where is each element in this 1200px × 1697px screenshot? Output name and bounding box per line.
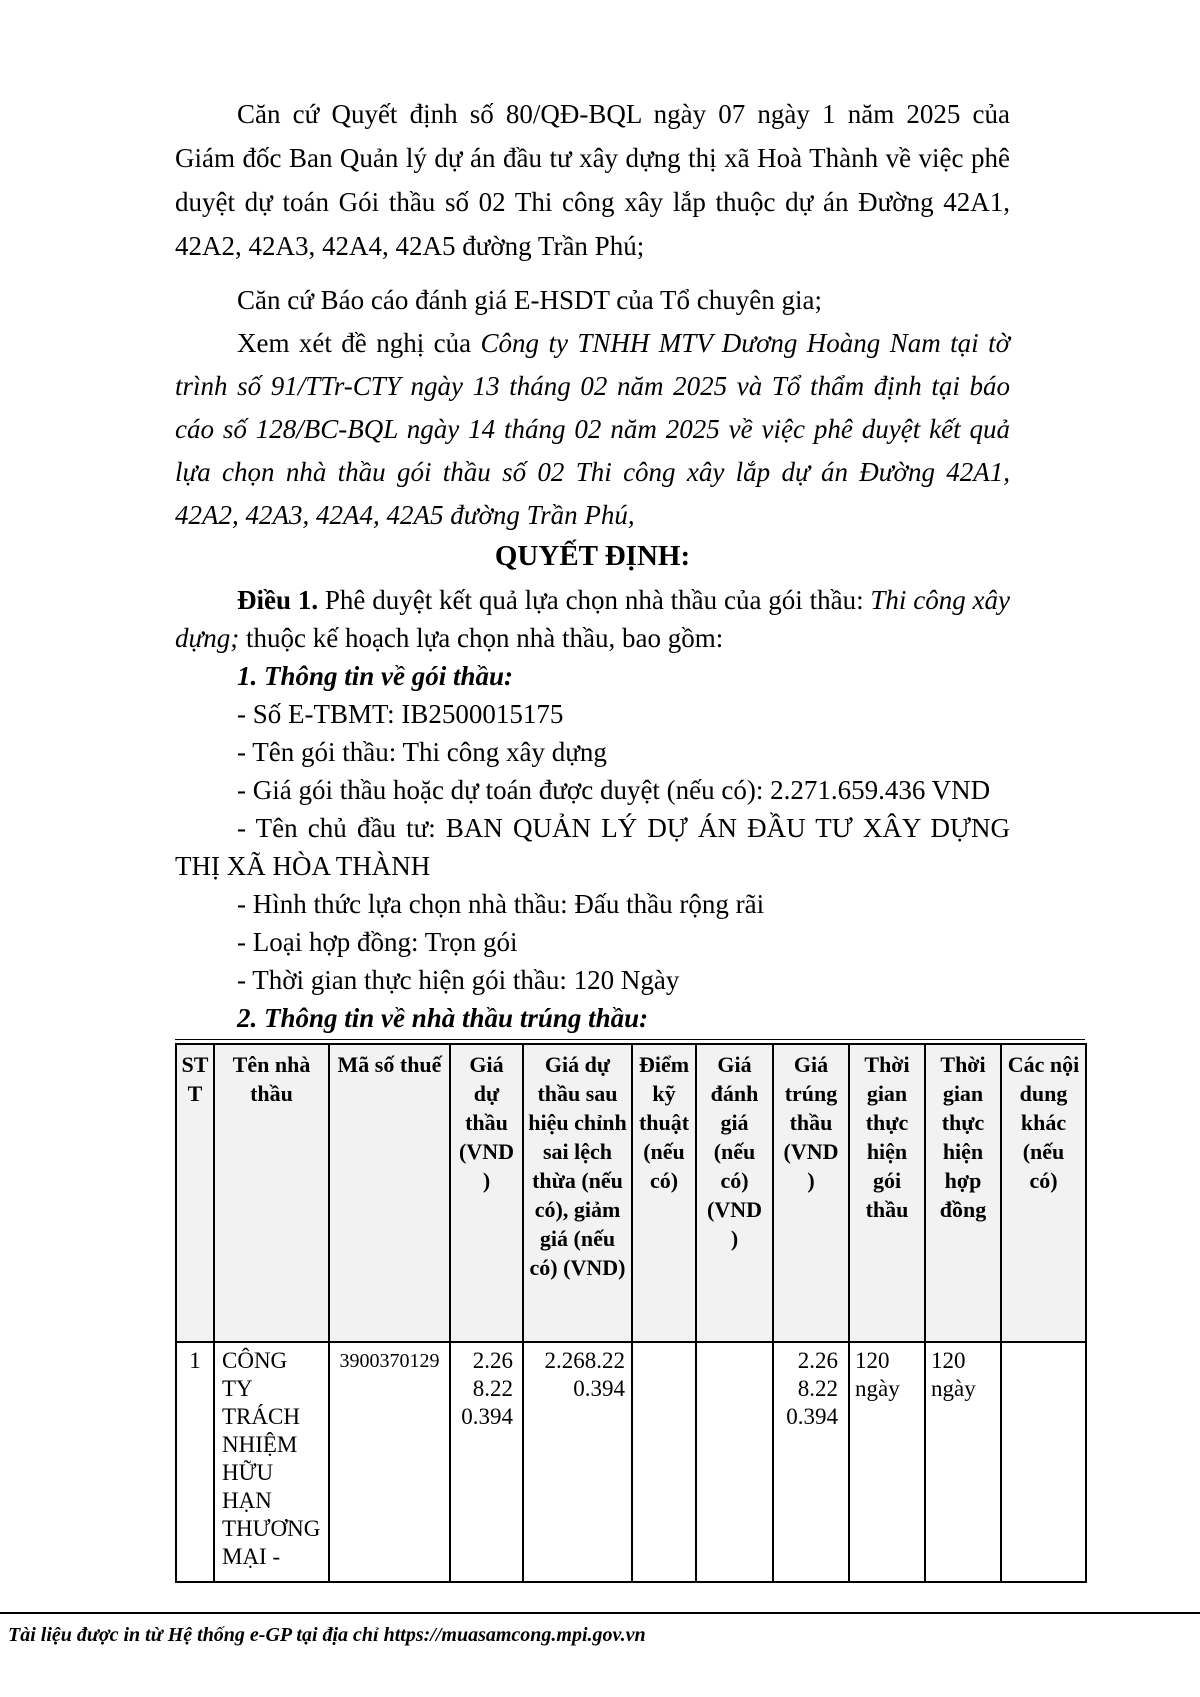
list-item-loai-hop-dong: - Loại hợp đồng: Trọn gói (237, 927, 518, 957)
list-item-thoi-gian: - Thời gian thực hiện gói thầu: 120 Ngày (237, 965, 680, 995)
cell-ten-nha-thau: CÔNG TY TRÁCH NHIỆM HỮU HẠN THƯƠNG MẠI - (214, 1342, 329, 1582)
decision-heading: QUYẾT ĐỊNH: (494, 540, 691, 572)
cell-gia-danh-gia (696, 1342, 773, 1582)
list-item-ten-goi-thau: - Tên gói thầu: Thi công xây dựng (237, 737, 607, 767)
col-header-ma-so-thue: Mã số thuế (329, 1044, 450, 1342)
cell-gia-trung-thau: 2.268.220.394 (773, 1342, 849, 1582)
article-1-italic: Thi công xây dựng; (175, 585, 1010, 653)
footer-note: Tài liệu được in từ Hệ thống e-GP tại địa chỉ https://muasamcong.mpi.gov.vn (8, 1624, 646, 1646)
col-header-noi-dung-khac: Các nội dung khác (nếu có) (1001, 1044, 1086, 1342)
article-1-text: Phê duyệt kết quả lựa chọn nhà thầu của gói thầu: (318, 585, 871, 615)
col-header-gia-danh-gia: Giá đánh giá (nếu có) (VND ) (696, 1044, 773, 1342)
cell-ma-so-thue: 3900370129 (329, 1342, 450, 1582)
article-1-label: Điều 1. (237, 585, 319, 615)
cell-diem-ky-thuat (632, 1342, 696, 1582)
cell-thoi-gian-hop-dong: 120 ngày (925, 1342, 1001, 1582)
page-footer (0, 1612, 1200, 1648)
paragraph-can-cu-1: Căn cứ Quyết định số 80/QĐ-BQL ngày 07 ngày 1 năm 2025 của Giám đốc Ban Quản lý dự án đầu tư xây dựng thị xã Hoà Thành về việc phê duyệt dự toán Gói thầu số 02 Thi công xây lắp thuộc dự án Đường 42A1, 42A2, 42A3, 42A4, 42A5 đường Trần Phú; (175, 99, 1010, 261)
section-1-list (175, 695, 1010, 999)
paragraph-can-cu-2: Căn cứ Báo cáo đánh giá E-HSDT của Tổ chuyên gia; (237, 285, 822, 315)
cell-gia-sau-hieu-chinh: 2.268.220.394 (523, 1342, 632, 1582)
table-top-rule (175, 1039, 1085, 1040)
paragraph-xem-xet (175, 322, 1010, 537)
table-row (176, 1342, 1086, 1582)
winning-bidder-table (175, 1043, 1087, 1583)
paragraph-xem-xet-lead: Xem xét đề nghị của (237, 328, 481, 358)
list-item-chu-dau-tu: - Tên chủ đầu tư: BAN QUẢN LÝ DỰ ÁN ĐẦU TƯ XÂY DỰNG THỊ XÃ HÒA THÀNH (175, 813, 1010, 881)
col-header-thoi-gian-hop-dong: Thời gian thực hiện hợp đồng (925, 1044, 1001, 1342)
article-1-paragraph (175, 581, 1010, 657)
article-1-text-after: thuộc kế hoạch lựa chọn nhà thầu, bao gồm: (239, 623, 724, 653)
col-header-stt: STT (176, 1044, 214, 1342)
paragraph-xem-xet-italic: Công ty TNHH MTV Dương Hoàng Nam tại tờ trình số 91/TTr-CTY ngày 13 tháng 02 năm 2025 và Tổ thẩm định tại báo cáo số 128/BC-BQL ngày 14 tháng 02 năm 2025 về việc phê duyệt kết quả lựa chọn nhà thầu gói thầu số 02 Thi công xây lắp dự án Đường 42A1, 42A2, 42A3, 42A4, 42A5 đường Trần Phú, (175, 328, 1010, 530)
col-header-ten-nha-thau: Tên nhà thầu (214, 1044, 329, 1342)
col-header-diem-ky-thuat: Điểm kỹ thuật (nếu có) (632, 1044, 696, 1342)
list-item-gia-goi-thau: - Giá gói thầu hoặc dự toán được duyệt (nếu có): 2.271.659.436 VND (237, 775, 991, 805)
col-header-gia-trung-thau: Giá trúng thầu (VND ) (773, 1044, 849, 1342)
col-header-thoi-gian-goi-thau: Thời gian thực hiện gói thầu (849, 1044, 925, 1342)
list-item-etbmt: - Số E-TBMT: IB2500015175 (237, 699, 564, 729)
col-header-gia-du-thau: Giá dự thầu (VND ) (450, 1044, 523, 1342)
cell-thoi-gian-goi-thau: 120 ngày (849, 1342, 925, 1582)
cell-gia-du-thau: 2.268.220.394 (450, 1342, 523, 1582)
table-header-row (176, 1044, 1086, 1342)
list-item-hinh-thuc: - Hình thức lựa chọn nhà thầu: Đấu thầu rộng rãi (237, 889, 765, 919)
col-header-gia-sau-hieu-chinh: Giá dự thầu sau hiệu chỉnh sai lệch thừa (nếu có), giảm giá (nếu có) (VND) (523, 1044, 632, 1342)
section-1-title: 1. Thông tin về gói thầu: (237, 661, 514, 691)
cell-noi-dung-khac (1001, 1342, 1086, 1582)
document-body (175, 0, 1080, 1583)
section-2-title: 2. Thông tin về nhà thầu trúng thầu: (237, 1003, 649, 1033)
cell-stt: 1 (176, 1342, 214, 1582)
